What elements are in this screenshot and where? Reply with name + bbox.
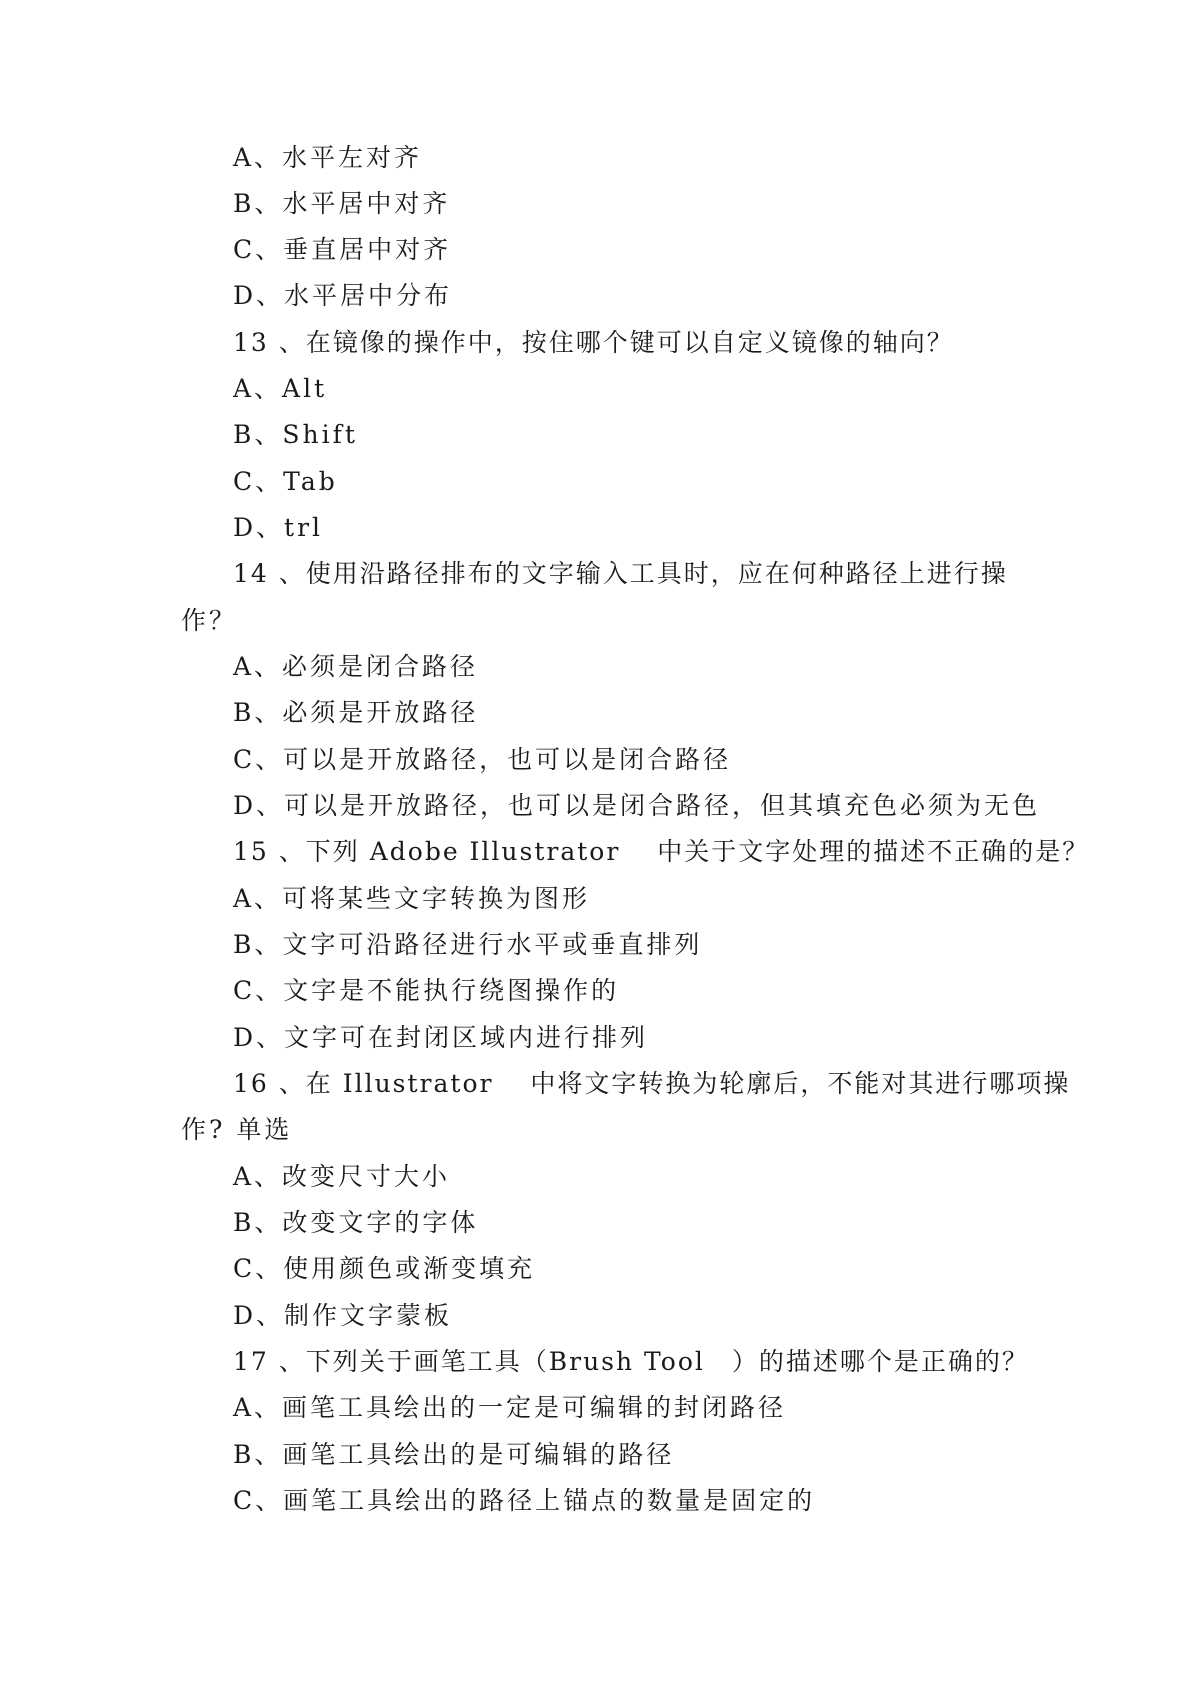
option-15-c: C、文字是不能执行绕图操作的 <box>233 976 620 1005</box>
option-13-c: C、Tab <box>233 467 338 496</box>
question-14-continued: 作？ <box>181 606 238 635</box>
option-15-a: A、可将某些文字转换为图形 <box>233 884 591 913</box>
question-16-continued: 作? 单选 <box>181 1115 293 1144</box>
option-15-b: B、文字可沿路径进行水平或垂直排列 <box>233 930 703 959</box>
option-17-a: A、画笔工具绘出的一定是可编辑的封闭路径 <box>233 1393 787 1422</box>
option-14-a: A、必须是闭合路径 <box>233 652 479 681</box>
option-16-b: B、改变文字的字体 <box>233 1208 479 1237</box>
option-14-b: B、必须是开放路径 <box>233 698 479 727</box>
option-13-d: D、trl <box>233 513 324 542</box>
option-16-c: C、使用颜色或渐变填充 <box>233 1254 536 1283</box>
question-15: 15 、下列 Adobe Illustrator 中关于文字处理的描述不正确的是？ <box>233 837 1090 866</box>
option-16-a: A、改变尺寸大小 <box>233 1162 451 1191</box>
option-12-b: B、水平居中对齐 <box>233 189 451 218</box>
option-12-d: D、水平居中分布 <box>233 281 453 310</box>
option-17-c: C、画笔工具绘出的路径上锚点的数量是固定的 <box>233 1486 816 1515</box>
option-15-d: D、文字可在封闭区域内进行排列 <box>233 1023 649 1052</box>
option-16-d: D、制作文字蒙板 <box>233 1301 453 1330</box>
question-14: 14 、使用沿路径排布的文字输入工具时，应在何种路径上进行操 <box>233 559 1008 588</box>
option-12-a: A、水平左对齐 <box>233 143 423 172</box>
option-13-a: A、Alt <box>233 374 328 403</box>
question-13: 13 、在镜像的操作中，按住哪个键可以自定义镜像的轴向？ <box>233 328 954 357</box>
option-14-c: C、可以是开放路径，也可以是闭合路径 <box>233 745 732 774</box>
option-13-b: B、Shift <box>233 420 358 449</box>
option-14-d: D、可以是开放路径，也可以是闭合路径，但其填充色必须为无色 <box>233 791 1041 820</box>
option-17-b: B、画笔工具绘出的是可编辑的路径 <box>233 1440 675 1469</box>
option-12-c: C、垂直居中对齐 <box>233 235 452 264</box>
question-17: 17 、下列关于画笔工具（Brush Tool ）的描述哪个是正确的？ <box>233 1347 1029 1376</box>
question-16: 16 、在 Illustrator 中将文字转换为轮廓后，不能对其进行哪项操 <box>233 1069 1071 1098</box>
